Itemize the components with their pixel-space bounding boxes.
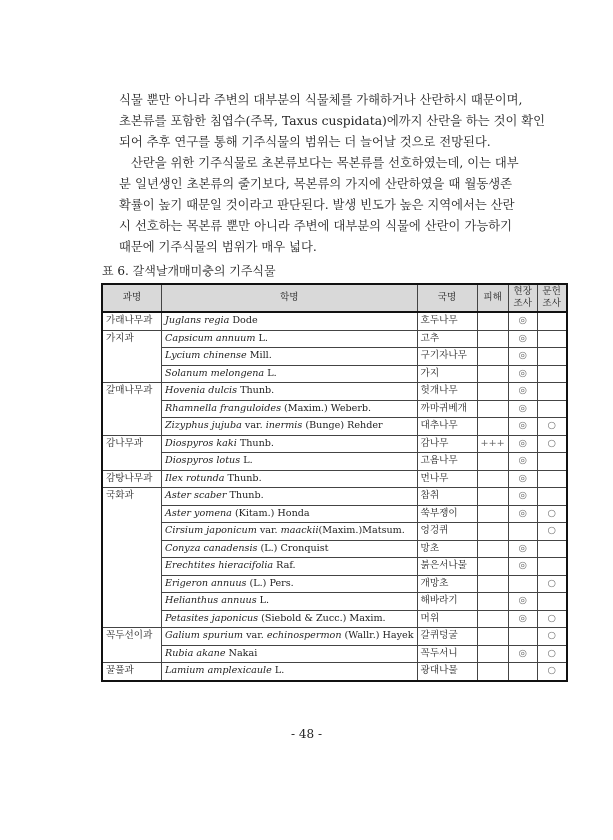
damage-cell bbox=[477, 365, 508, 383]
scientific-name-part: Erigeron annuus bbox=[165, 577, 247, 589]
header-literature-survey bbox=[537, 284, 567, 312]
scientific-name-part: Mill. bbox=[246, 350, 272, 361]
scientific-name-part: Capsicum annuum bbox=[165, 332, 256, 344]
scientific-name-part: var. bbox=[243, 630, 267, 641]
scientific-name-part: Solanum melongena bbox=[165, 367, 265, 379]
header-family: 과명 bbox=[102, 284, 162, 312]
scientific-name-part: L. bbox=[264, 367, 277, 379]
scientific-name-cell bbox=[162, 330, 418, 348]
field-survey-cell: ◎ bbox=[508, 593, 537, 611]
scientific-name-part: (Maxim.)Matsum. bbox=[318, 525, 405, 536]
scientific-name-cell bbox=[162, 365, 418, 383]
page-number: - 48 - bbox=[290, 727, 322, 741]
korean-name-cell: 해바라기 bbox=[417, 593, 477, 611]
literature-survey-cell bbox=[537, 312, 567, 330]
scientific-name-cell bbox=[162, 575, 418, 593]
literature-survey-cell bbox=[537, 348, 567, 366]
literature-survey-cell: ○ bbox=[537, 628, 567, 646]
paragraph-1 bbox=[119, 90, 546, 153]
scientific-name-part: Thunb. bbox=[224, 472, 262, 484]
korean-name-cell: 광대나물 bbox=[417, 663, 477, 681]
scientific-name-cell bbox=[162, 610, 418, 628]
korean-name-cell: 헛개나무 bbox=[417, 383, 477, 401]
field-survey-cell bbox=[508, 523, 537, 541]
table-row bbox=[102, 610, 567, 628]
scientific-name-part: L. bbox=[255, 332, 268, 344]
field-survey-cell: ◎ bbox=[508, 610, 537, 628]
scientific-name-part: Aster yomena bbox=[165, 507, 232, 519]
damage-cell bbox=[477, 312, 508, 330]
field-survey-cell bbox=[508, 628, 537, 646]
field-survey-cell bbox=[508, 575, 537, 593]
scientific-name-cell bbox=[162, 348, 418, 366]
scientific-name-cell bbox=[162, 505, 418, 523]
scientific-name-part: inermis bbox=[265, 420, 303, 431]
literature-survey-cell bbox=[537, 470, 567, 488]
scientific-name-cell bbox=[162, 453, 418, 471]
scientific-name-part: Zizyphus jujuba bbox=[165, 420, 242, 431]
text-line: 식물 뿐만 아니라 주변의 대부분의 식물체를 가해하거나 산란하시 때문이며, bbox=[119, 93, 523, 107]
table-row bbox=[102, 663, 567, 681]
damage-cell: +++ bbox=[477, 435, 508, 453]
table-row bbox=[102, 453, 567, 471]
family-cell: 국화과 bbox=[102, 488, 162, 628]
header-damage: 피해 bbox=[477, 284, 508, 312]
scientific-name-part: echinospermon bbox=[266, 630, 342, 641]
scientific-name-part: Lycium chinense bbox=[165, 350, 247, 361]
table-row bbox=[102, 575, 567, 593]
scientific-name-part: Hovenia dulcis bbox=[165, 385, 238, 396]
scientific-name-cell bbox=[162, 558, 418, 576]
family-cell: 가지과 bbox=[102, 330, 162, 383]
literature-survey-cell: ○ bbox=[537, 418, 567, 436]
damage-cell bbox=[477, 575, 508, 593]
damage-cell bbox=[477, 488, 508, 506]
family-cell: 가래나무과 bbox=[102, 312, 162, 330]
field-survey-cell: ◎ bbox=[508, 540, 537, 558]
damage-cell bbox=[477, 523, 508, 541]
field-survey-cell bbox=[508, 663, 537, 681]
scientific-name-part: Cirsium japonicum bbox=[165, 525, 257, 536]
scientific-name-part: Thunb. bbox=[226, 490, 264, 501]
field-survey-cell: ◎ bbox=[508, 330, 537, 348]
damage-cell bbox=[477, 383, 508, 401]
scientific-name-part: (Kitam.) Honda bbox=[231, 507, 310, 519]
scientific-name-part: (L.) Cronquist bbox=[257, 542, 329, 554]
text-line: 시 선호하는 목본류 뿐만 아니라 주변에 대부분의 식물에 산란이 가능하기 bbox=[119, 219, 512, 233]
scientific-name-cell bbox=[162, 312, 418, 330]
family-cell: 꼭두선이과 bbox=[102, 628, 162, 663]
korean-name-cell: 고추 bbox=[417, 330, 477, 348]
header-text: 조사 bbox=[542, 298, 561, 309]
literature-survey-cell: ○ bbox=[537, 435, 567, 453]
damage-cell bbox=[477, 610, 508, 628]
field-survey-cell: ◎ bbox=[508, 400, 537, 418]
scientific-name-part: L. bbox=[256, 595, 270, 606]
scientific-name-cell bbox=[162, 628, 418, 646]
damage-cell bbox=[477, 418, 508, 436]
field-survey-cell: ◎ bbox=[508, 645, 537, 663]
korean-name-cell: 쑥부쟁이 bbox=[417, 505, 477, 523]
damage-cell bbox=[477, 558, 508, 576]
scientific-name-part: maackii bbox=[280, 525, 319, 536]
scientific-name-part: Erechtites hieracifolia bbox=[165, 560, 274, 571]
korean-name-cell: 참취 bbox=[417, 488, 477, 506]
korean-name-cell: 구기자나무 bbox=[417, 348, 477, 366]
scientific-name-part: (Bunge) Rehder bbox=[302, 420, 383, 431]
text-line: 확률이 높기 때문일 것이라고 판단된다. 발생 빈도가 높은 지역에서는 산란 bbox=[119, 198, 515, 212]
literature-survey-cell bbox=[537, 593, 567, 611]
scientific-name-cell bbox=[162, 593, 418, 611]
literature-survey-cell: ○ bbox=[537, 610, 567, 628]
text-line: 분 일년생인 초본류의 줄기보다, 목본류의 가지에 산란하였을 때 월동생존 bbox=[119, 177, 512, 191]
damage-cell bbox=[477, 540, 508, 558]
field-survey-cell: ◎ bbox=[508, 435, 537, 453]
table-row bbox=[102, 312, 567, 330]
scientific-name-part: Conyza canadensis bbox=[165, 542, 258, 554]
literature-survey-cell bbox=[537, 330, 567, 348]
table-row bbox=[102, 523, 567, 541]
field-survey-cell: ◎ bbox=[508, 312, 537, 330]
scientific-name-part: Ilex rotunda bbox=[165, 472, 225, 484]
korean-name-cell: 꼭두서니 bbox=[417, 645, 477, 663]
korean-name-cell: 갈퀴덩굴 bbox=[417, 628, 477, 646]
scientific-name-part: Diospyros lotus bbox=[165, 455, 241, 466]
damage-cell bbox=[477, 453, 508, 471]
field-survey-cell: ◎ bbox=[508, 488, 537, 506]
table-row bbox=[102, 418, 567, 436]
scientific-name-part: (L.) Pers. bbox=[246, 577, 294, 589]
header-field-survey bbox=[508, 284, 537, 312]
scientific-name-part: Thunb. bbox=[237, 385, 275, 396]
literature-survey-cell bbox=[537, 453, 567, 471]
scientific-name-part: L. bbox=[271, 665, 285, 676]
table-row bbox=[102, 488, 567, 506]
scientific-name-part: Rubia akane bbox=[165, 647, 226, 659]
korean-name-cell: 고욤나무 bbox=[417, 453, 477, 471]
field-survey-cell: ◎ bbox=[508, 365, 537, 383]
table-row bbox=[102, 645, 567, 663]
table-row bbox=[102, 628, 567, 646]
korean-name-cell: 호두나무 bbox=[417, 312, 477, 330]
scientific-name-part: Nakai bbox=[225, 647, 258, 659]
scientific-name-part: Dode bbox=[229, 315, 258, 326]
literature-survey-cell: ○ bbox=[537, 523, 567, 541]
scientific-name-part: (Wallr.) Hayek bbox=[341, 630, 414, 641]
scientific-name-part: Thunb. bbox=[236, 437, 274, 449]
literature-survey-cell bbox=[537, 383, 567, 401]
korean-name-cell: 감나무 bbox=[417, 435, 477, 453]
damage-cell bbox=[477, 593, 508, 611]
damage-cell bbox=[477, 645, 508, 663]
scientific-name-cell bbox=[162, 418, 418, 436]
scientific-name-cell bbox=[162, 400, 418, 418]
scientific-name-part: (Siebold & Zucc.) Maxim. bbox=[258, 612, 386, 624]
korean-name-cell: 망초 bbox=[417, 540, 477, 558]
scientific-name-part: (Maxim.) Weberb. bbox=[281, 402, 372, 414]
scientific-name-cell bbox=[162, 435, 418, 453]
literature-survey-cell: ○ bbox=[537, 575, 567, 593]
scientific-name-part: Rhamnella franguloides bbox=[165, 402, 281, 414]
scientific-name-part: Helianthus annuus bbox=[165, 595, 257, 606]
scientific-name-cell bbox=[162, 540, 418, 558]
scientific-name-part: Juglans regia bbox=[165, 315, 230, 326]
table-row bbox=[102, 348, 567, 366]
text-line: 때문에 기주식물의 범위가 매우 넓다. bbox=[119, 240, 317, 254]
scientific-name-part: var. bbox=[241, 420, 266, 431]
scientific-name-part: Diospyros kaki bbox=[165, 437, 237, 449]
literature-survey-cell: ○ bbox=[537, 645, 567, 663]
field-survey-cell: ◎ bbox=[508, 453, 537, 471]
scientific-name-cell bbox=[162, 470, 418, 488]
text-line: 초본류를 포함한 침엽수(주목, Taxus cuspidata)에까지 산란을 하는 것이 확인 bbox=[119, 114, 546, 128]
damage-cell bbox=[477, 348, 508, 366]
scientific-name-cell bbox=[162, 383, 418, 401]
korean-name-cell: 머위 bbox=[417, 610, 477, 628]
literature-survey-cell bbox=[537, 540, 567, 558]
scientific-name-part: Petasites japonicus bbox=[165, 612, 259, 624]
scientific-name-part: Aster scaber bbox=[165, 490, 227, 501]
table-row bbox=[102, 330, 567, 348]
table-row bbox=[102, 400, 567, 418]
scientific-name-part: Lamium amplexicaule bbox=[165, 665, 272, 676]
literature-survey-cell bbox=[537, 488, 567, 506]
table-row bbox=[102, 365, 567, 383]
field-survey-cell: ◎ bbox=[508, 505, 537, 523]
korean-name-cell: 먼나무 bbox=[417, 470, 477, 488]
table-caption: 표 6. 갈색날개매미충의 기주식물 bbox=[102, 264, 276, 278]
family-cell: 감나무과 bbox=[102, 435, 162, 470]
text-line: 되어 추후 연구를 통해 기주식물의 범위는 더 늘어날 것으로 전망된다. bbox=[119, 135, 491, 149]
korean-name-cell: 개망초 bbox=[417, 575, 477, 593]
table-header bbox=[102, 284, 567, 312]
korean-name-cell: 대추나무 bbox=[417, 418, 477, 436]
damage-cell bbox=[477, 470, 508, 488]
scientific-name-part: L. bbox=[240, 455, 253, 466]
header-scientific-name: 학명 bbox=[162, 284, 418, 312]
literature-survey-cell: ○ bbox=[537, 505, 567, 523]
korean-name-cell: 가지 bbox=[417, 365, 477, 383]
header-text: 조사 bbox=[513, 298, 532, 309]
table-row bbox=[102, 435, 567, 453]
literature-survey-cell bbox=[537, 558, 567, 576]
table-row bbox=[102, 540, 567, 558]
text-line: 산란을 위한 기주식물로 초본류보다는 목본류를 선호하였는데, 이는 대부 bbox=[131, 156, 519, 170]
damage-cell bbox=[477, 330, 508, 348]
header-korean-name: 국명 bbox=[417, 284, 477, 312]
scientific-name-part: Galium spurium bbox=[165, 630, 244, 641]
field-survey-cell: ◎ bbox=[508, 383, 537, 401]
scientific-name-cell bbox=[162, 488, 418, 506]
korean-name-cell: 엉겅퀴 bbox=[417, 523, 477, 541]
paragraph-2 bbox=[119, 153, 519, 258]
field-survey-cell: ◎ bbox=[508, 558, 537, 576]
scientific-name-part: Raf. bbox=[273, 560, 296, 571]
host-plant-table bbox=[101, 283, 568, 682]
scientific-name-part: var. bbox=[256, 525, 281, 536]
family-cell: 감탕나무과 bbox=[102, 470, 162, 488]
table-row bbox=[102, 558, 567, 576]
scientific-name-cell bbox=[162, 645, 418, 663]
field-survey-cell: ◎ bbox=[508, 418, 537, 436]
family-cell: 갈매나무과 bbox=[102, 383, 162, 436]
damage-cell bbox=[477, 628, 508, 646]
family-cell: 꿀풀과 bbox=[102, 663, 162, 681]
damage-cell bbox=[477, 400, 508, 418]
field-survey-cell: ◎ bbox=[508, 470, 537, 488]
damage-cell bbox=[477, 663, 508, 681]
damage-cell bbox=[477, 505, 508, 523]
table-row bbox=[102, 593, 567, 611]
header-text: 문헌 bbox=[542, 286, 561, 297]
literature-survey-cell bbox=[537, 365, 567, 383]
table-row bbox=[102, 505, 567, 523]
literature-survey-cell: ○ bbox=[537, 663, 567, 681]
header-text: 현장 bbox=[513, 286, 532, 297]
field-survey-cell: ◎ bbox=[508, 348, 537, 366]
scientific-name-cell bbox=[162, 523, 418, 541]
scientific-name-cell bbox=[162, 663, 418, 681]
korean-name-cell: 붉은서나물 bbox=[417, 558, 477, 576]
table-row bbox=[102, 470, 567, 488]
literature-survey-cell bbox=[537, 400, 567, 418]
korean-name-cell: 까마귀베개 bbox=[417, 400, 477, 418]
table-row bbox=[102, 383, 567, 401]
